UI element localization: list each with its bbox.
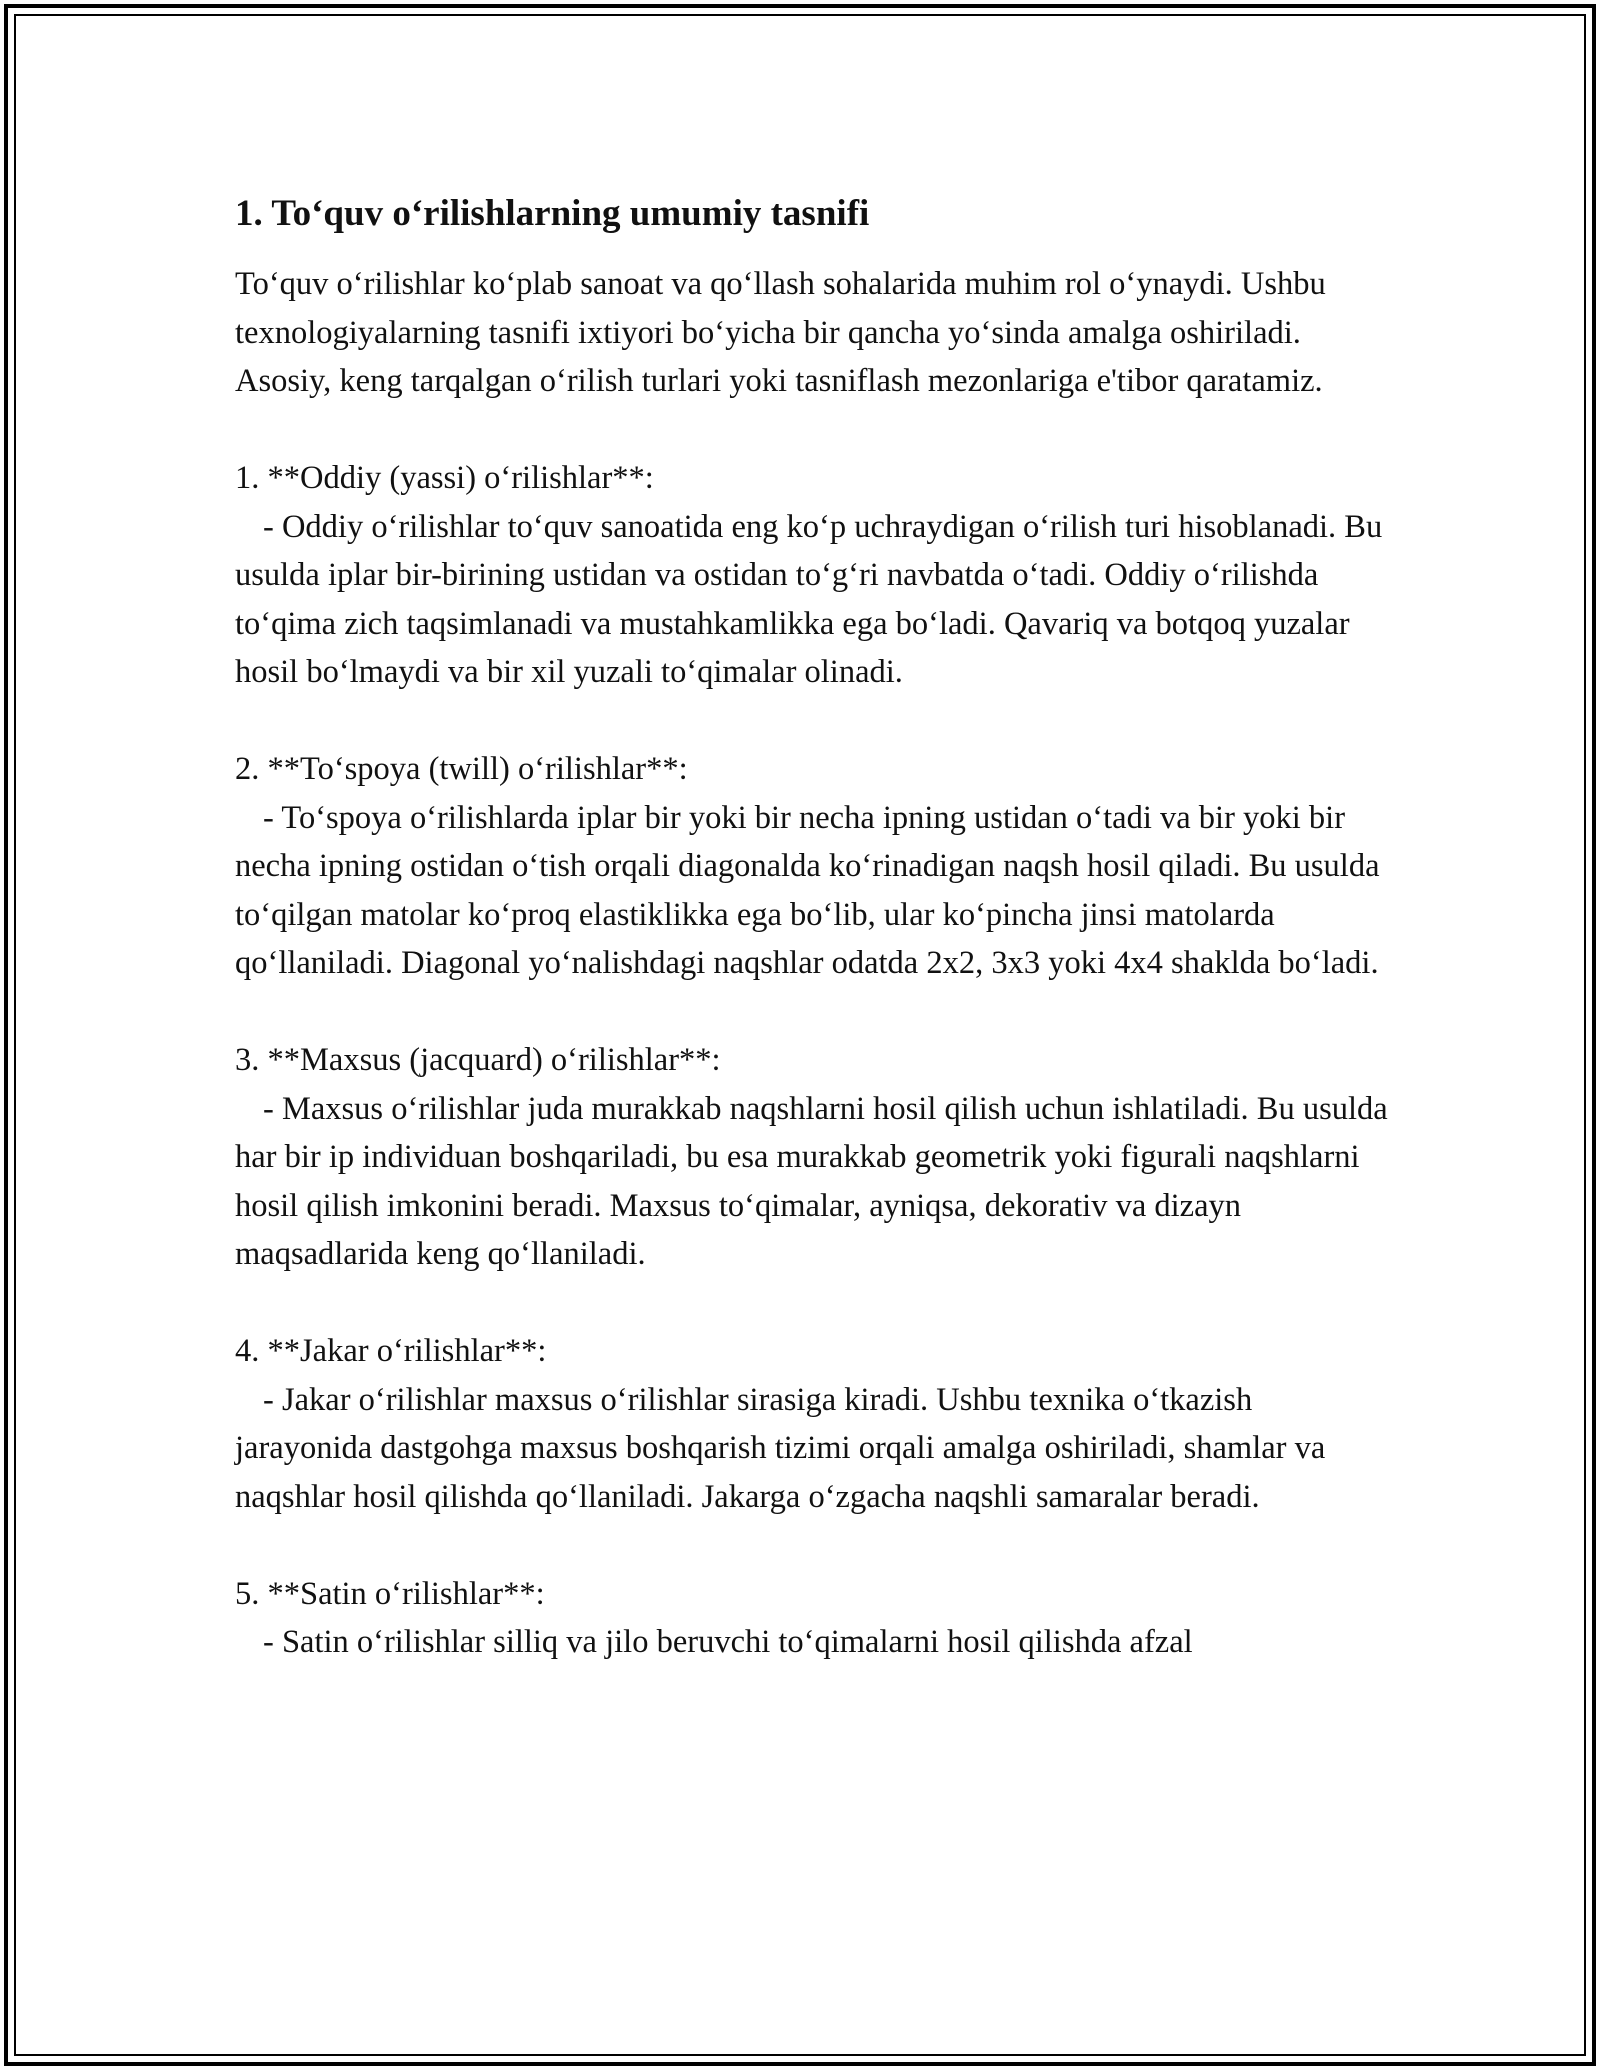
section-body: - Maxsus o‘rilishlar juda murakkab naqshlarni hosil qilish uchun ishlatiladi. Bu usulda har bir ip individuan boshqariladi, bu esa murakkab geometrik yoki figurali naqshlarni hosil qilish imkonini beradi. Maxsus to‘qimalar, ayniqsa, dekorativ va dizayn maqsadlarida keng qo‘llaniladi. — [235, 1090, 1388, 1272]
section-title: 4. **Jakar o‘rilishlar**: — [235, 1333, 547, 1369]
section-title: 3. **Maxsus (jacquard) o‘rilishlar**: — [235, 1042, 721, 1078]
section-body: - To‘spoya o‘rilishlarda iplar bir yoki bir necha ipning ustidan o‘tadi va bir yoki bir necha ipning ostidan o‘tish orqali diagonalda ko‘rinadigan naqsh hosil qiladi. Bu usulda to‘qilgan matolar ko‘proq elastiklikka ega bo‘lib, ular ko‘pincha jinsi matolarda qo‘llaniladi. Diagonal yo‘nalishdagi naqshlar odatda 2x2, 3x3 yoki 4x4 shaklda bo‘ladi. — [235, 799, 1380, 981]
section-title: 5. **Satin o‘rilishlar**: — [235, 1575, 545, 1612]
document-heading: 1. To‘quv o‘rilishlarning umumiy tasnifi — [235, 193, 870, 234]
section-title: 1. **Oddiy (yassi) o‘rilishlar**: — [235, 460, 654, 496]
section-satin — [235, 1570, 1395, 1667]
section-title: 2. **To‘spoya (twill) o‘rilishlar**: — [235, 751, 688, 787]
paragraph-gap — [235, 406, 1395, 455]
paragraph-gap — [235, 1279, 1395, 1328]
intro-paragraph: To‘quv o‘rilishlar ko‘plab sanoat va qo‘llash sohalarida muhim rol o‘ynaydi. Ushbu texnologiyalarning tasnifi ixtiyori bo‘yicha bir qancha yo‘sinda amalga oshiriladi. Asosiy, keng tarqalgan o‘rilish turlari yoki tasniflash mezonlariga e'tibor qaratamiz. — [235, 266, 1326, 399]
paragraph-gap — [235, 1521, 1395, 1570]
section-jakar — [235, 1327, 1395, 1521]
section-body: - Oddiy o‘rilishlar to‘quv sanoatida eng ko‘p uchraydigan o‘rilish turi hisoblanadi. Bu usulda iplar bir-birining ustidan va ostidan to‘g‘ri navbatda o‘tadi. Oddiy o‘rilishda to‘qima zich taqsimlanadi va mustahkamlikka ega bo‘ladi. Qavariq va botqoq yuzalar hosil bo‘lmaydi va bir xil yuzali to‘qimalar olinadi. — [235, 508, 1383, 690]
paragraph-gap — [235, 988, 1395, 1037]
section-body: - Jakar o‘rilishlar maxsus o‘rilishlar sirasiga kiradi. Ushbu texnika o‘tkazish jarayonida dastgohga maxsus boshqarish tizimi orqali amalga oshiriladi, shamlar va naqshlar hosil qilishda qo‘llaniladi. Jakarga o‘zgacha naqshli samaralar beradi. — [235, 1381, 1326, 1515]
section-body: - Satin o‘rilishlar silliq va jilo beruvchi to‘qimalarni hosil qilishda afzal — [263, 1624, 1193, 1660]
document-body — [235, 188, 1395, 1667]
section-oddiy — [235, 454, 1395, 697]
paragraph-gap — [235, 697, 1395, 746]
section-maxsus — [235, 1036, 1395, 1279]
section-tospoya — [235, 745, 1395, 988]
